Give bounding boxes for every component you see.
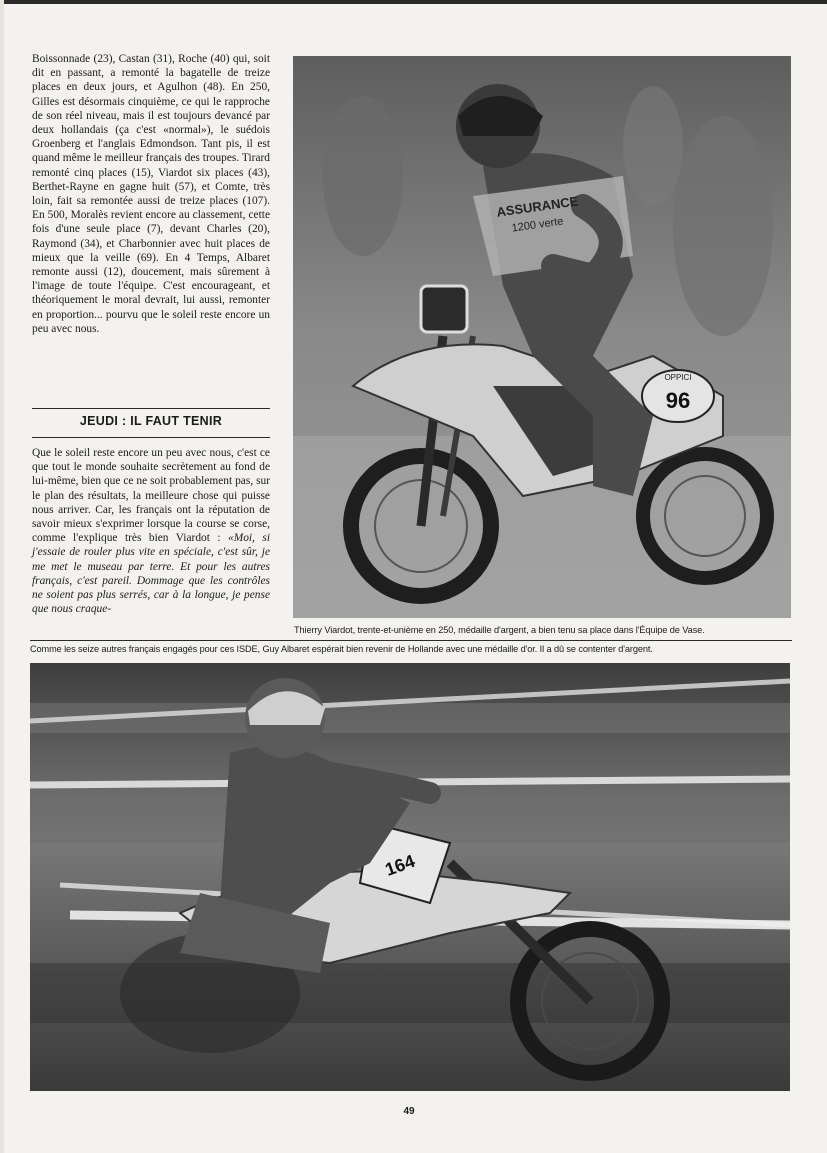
jersey-text-1: ASSURANCE — [495, 193, 580, 220]
photo-caption-albaret: Comme les seize autres français engagés pour ces ISDE, Guy Albaret espérait bien revenir de Hollande avec une médaille d'or. Il a dû se contenter d'argent. — [30, 644, 653, 654]
section-heading: JEUDI : IL FAUT TENIR — [79, 414, 223, 428]
photo-albaret-illustration — [30, 663, 790, 1091]
article-paragraph-1: Boissonnade (23), Castan (31), Roche (40) qui, soit dit en passant, a remonté la bagatelle de treize places en deux jours, et Agulhon (48). En 250, Gilles est désormais cinquième, ce qui le rapproche de son réel niveau, mais il est toujours devancé par deux hollandais (ça c'est «normal»), le suédois Groenberg et l'anglais Edmondson. Tant pis, il est quand même le meilleur français des troupes. Tirard remonté cinq places (15), Viardot six places (43), Berthet-Rayne en gagne huit (57), et Comte, très loin, fait sa remontée aussi de treize places (107). En 500, Moralès revient encore au classement, cette fois d'une seule place (7), devant Charles (20), Raymond (34), et Charbonnier avec huit places de mieux que la veille (69). En 4 Temps, Albaret remonte aussi (12), doucement, mais sûrement à l'image de toute l'équipe. C'est encourageant, et théoriquement le moral devrait, lui aussi, remonter en proportion... pourvu que le soleil reste encore un peu avec nous. — [32, 53, 270, 335]
page-edge — [0, 0, 4, 1153]
article-paragraph-2 — [32, 446, 270, 616]
rear-bib-number: 96 — [665, 388, 691, 413]
heading-rule-top — [32, 408, 270, 409]
photo-viardot — [293, 56, 791, 618]
photo-caption-viardot: Thierry Viardot, trente-et-unième en 250, médaille d'argent, a bien tenu sa place dans l'Équipe de Vase. — [294, 625, 705, 635]
viardot-quote: «Moi, si j'essaie de rouler plus vite en spéciale, c'est sûr, je me met le museau par terre. Et pour les autres français, c'est pareil. Dommage que les contrôles ne soient pas plus serrés, car à la longue, je pense que nous craque- — [32, 532, 270, 616]
page-number: 49 — [403, 1106, 415, 1117]
jersey-text-2: 1200 verte — [511, 215, 565, 235]
front-bib-number: 164 — [382, 850, 418, 880]
photo-albaret — [30, 663, 790, 1091]
photo-viardot-illustration — [293, 56, 791, 618]
bib-sponsor: OPPICI — [664, 373, 692, 382]
top-border — [0, 0, 827, 4]
paragraph-2-text: Que le soleil reste encore un peu avec nous, c'est ce que tout le monde souhaite secrètement au fond de lui-même, bien que ce ne soit probablement pas, sur le plan des résultats, la meilleure chose qui puisse nous arriver. Car, les français ont la réputation de savoir mieux s'exprimer lorsque la course se corse, comme l'explique très bien Viardot : — [32, 447, 270, 545]
caption-rule — [30, 640, 792, 641]
heading-rule-bottom — [32, 437, 270, 438]
